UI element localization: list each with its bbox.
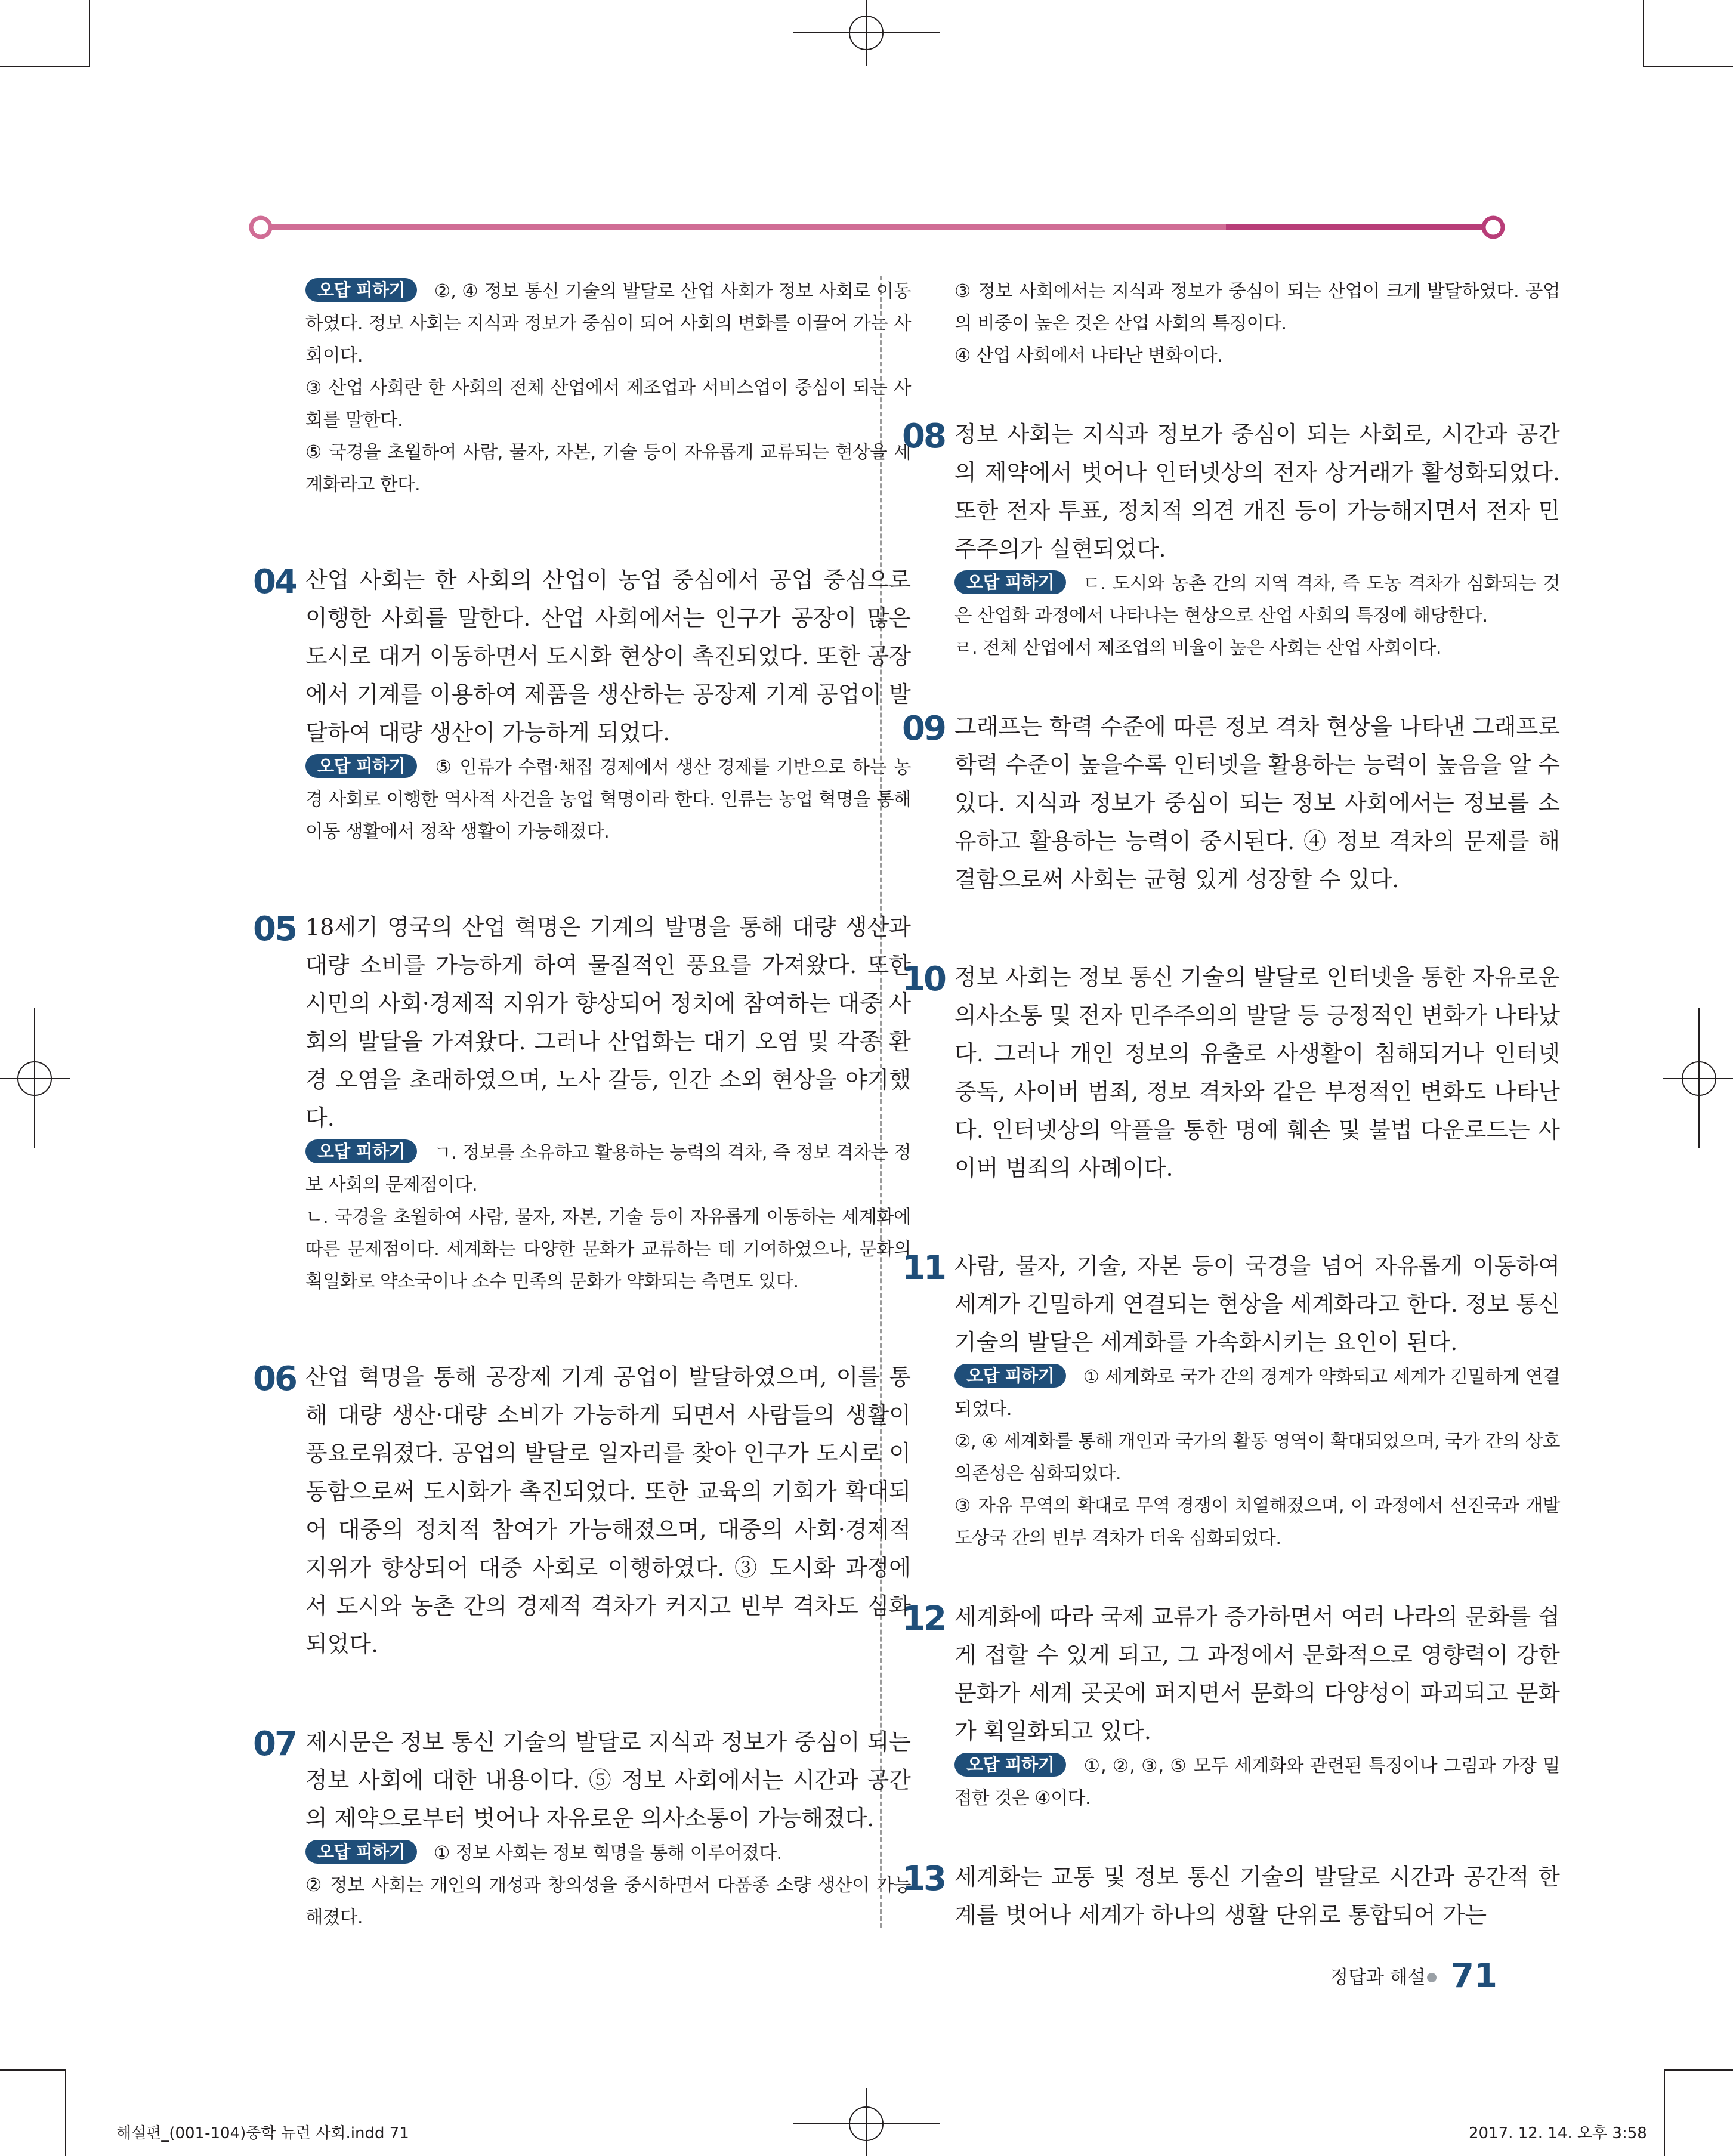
wrong-answer-badge: 오답 피하기 bbox=[954, 1364, 1066, 1388]
note-paragraph: ㄹ. 전체 산업에서 제조업의 비율이 높은 사회는 산업 사회이다. bbox=[954, 638, 1442, 659]
header-decorative-bar bbox=[248, 212, 1506, 242]
question-number: 09 bbox=[902, 709, 945, 748]
note-paragraph bbox=[954, 1750, 1560, 1815]
left-top-note bbox=[305, 276, 911, 501]
question-07 bbox=[253, 1723, 911, 1934]
right-column bbox=[902, 276, 1560, 1934]
left-column bbox=[253, 276, 911, 1934]
note-paragraph bbox=[305, 276, 911, 372]
note-paragraph: ② 정보 사회는 개인의 개성과 창의성을 중시하면서 다품종 소량 생산이 가능해졌다. bbox=[305, 1875, 911, 1928]
wrong-answer-badge: 오답 피하기 bbox=[305, 1139, 417, 1163]
note-paragraph: ④ 산업 사회에서 나타난 변화이다. bbox=[954, 345, 1223, 366]
question-number: 13 bbox=[902, 1860, 945, 1898]
note-paragraph: ③ 자유 무역의 확대로 무역 경쟁이 치열해졌으며, 이 과정에서 선진국과 개발 도상국 간의 빈부 격차가 더욱 심화되었다. bbox=[954, 1496, 1560, 1549]
question-explanation: 그래프는 학력 수준에 따른 정보 격차 현상을 나타낸 그래프로 학력 수준이 높을수록 인터넷을 활용하는 능력이 높음을 알 수 있다. 지식과 정보가 중심이 되는 정보 사회에서는 정보를 소유하고 활용하는 능력이 중시된다. ④ 정보 격차의 문제를 해결함으로써 사회는 균형 있게 성장할 수 있다. bbox=[954, 713, 1560, 892]
note-paragraph bbox=[954, 1361, 1560, 1426]
note-line: ㄱ. 정보를 소유하고 활용하는 능력의 격차, 즉 정보 격차는 정보 사회의 문제점이다. bbox=[305, 1142, 911, 1196]
question-04 bbox=[253, 561, 911, 848]
question-explanation: 정보 사회는 정보 통신 기술의 발달로 인터넷을 통한 자유로운 의사소통 및 전자 민주주의의 발달 등 긍정적인 변화가 나타났다. 그러나 개인 정보의 유출로 사생활이 침해되거나 인터넷 중독, 사이버 범죄, 정보 격차와 같은 부정적인 변화도 나타난다. 인터넷상의 악플을 통한 명예 훼손 및 불법 다운로드는 사이버 범죄의 사례이다. bbox=[954, 964, 1560, 1181]
note-line: ㄷ. 도시와 농촌 간의 지역 격차, 즉 도농 격차가 심화되는 것은 산업화 과정에서 나타나는 현상으로 산업 사회의 특징에 해당한다. bbox=[954, 573, 1560, 626]
question-explanation: 정보 사회는 지식과 정보가 중심이 되는 사회로, 시간과 공간의 제약에서 벗어나 인터넷상의 전자 상거래가 활성화되었다. 또한 전자 투표, 정치적 의견 개진 등이 가능해지면서 전자 민주주의가 실현되었다. bbox=[954, 421, 1560, 562]
wrong-answer-badge: 오답 피하기 bbox=[305, 754, 417, 778]
note-line: ②, ④ 정보 통신 기술의 발달로 산업 사회가 정보 사회로 이동하였다. 정보 사회는 지식과 정보가 중심이 되어 사회의 변화를 이끌어 가는 사회이다. bbox=[305, 281, 911, 366]
note-paragraph bbox=[305, 1837, 911, 1870]
note-paragraph: ③ 산업 사회란 한 사회의 전체 산업에서 제조업과 서비스업이 중심이 되는 사회를 말한다. bbox=[305, 378, 911, 431]
question-number: 12 bbox=[902, 1599, 945, 1638]
note-paragraph: ㄴ. 국경을 초월하여 사람, 물자, 자본, 기술 등이 자유롭게 이동하는 세계화에 따른 문제점이다. 세계화는 다양한 문화가 교류하는 데 기여하였으나, 문화의 획일화로 약소국이나 소수 민족의 문화가 약화되는 측면도 있다. bbox=[305, 1207, 911, 1292]
wrong-answer-badge: 오답 피하기 bbox=[954, 570, 1066, 594]
question-05 bbox=[253, 908, 911, 1298]
note-paragraph: ⑤ 국경을 초월하여 사람, 물자, 자본, 기술 등이 자유롭게 교류되는 현상을 세계화라고 한다. bbox=[305, 442, 911, 495]
wrong-answer-badge: 오답 피하기 bbox=[305, 278, 417, 302]
note-line: ① 세계화로 국가 간의 경계가 약화되고 세계가 긴밀하게 연결되었다. bbox=[954, 1367, 1560, 1420]
wrong-answer-badge: 오답 피하기 bbox=[305, 1840, 417, 1864]
question-13 bbox=[902, 1858, 1560, 1934]
question-number: 11 bbox=[902, 1249, 945, 1287]
question-11 bbox=[902, 1247, 1560, 1555]
note-line: ①, ②, ③, ⑤ 모두 세계화와 관련된 특징이나 그림과 가장 밀접한 것은 ④이다. bbox=[954, 1756, 1560, 1809]
question-number: 04 bbox=[253, 563, 296, 601]
question-number: 07 bbox=[253, 1725, 296, 1763]
question-explanation: 제시문은 정보 통신 기술의 발달로 지식과 정보가 중심이 되는 정보 사회에 대한 내용이다. ⑤ 정보 사회에서는 시간과 공간의 제약으로부터 벗어나 자유로운 의사소통이 가능해졌다. bbox=[305, 1729, 911, 1831]
question-06 bbox=[253, 1358, 911, 1663]
footer-section-label: 정답과 해설 bbox=[1330, 1967, 1426, 1988]
note-paragraph bbox=[305, 752, 911, 848]
question-09 bbox=[902, 708, 1560, 898]
question-explanation: 세계화는 교통 및 정보 통신 기술의 발달로 시간과 공간적 한계를 벗어나 세계가 하나의 생활 단위로 통합되어 가는 bbox=[954, 1864, 1560, 1928]
question-number: 10 bbox=[902, 960, 945, 999]
question-explanation: 18세기 영국의 산업 혁명은 기계의 발명을 통해 대량 생산과 대량 소비를 가능하게 하여 물질적인 풍요를 가져왔다. 또한 시민의 사회·경제적 지위가 향상되어 정치에 참여하는 대중 사회의 발달을 가져왔다. 그러나 산업화는 대기 오염 및 각종 환경 오염을 초래하였으며, 노사 갈등, 인간 소외 현상을 야기했다. bbox=[305, 914, 911, 1131]
right-top-note bbox=[954, 276, 1560, 372]
question-12 bbox=[902, 1598, 1560, 1815]
question-number: 06 bbox=[253, 1360, 296, 1398]
question-number: 05 bbox=[253, 910, 296, 949]
wrong-answer-badge: 오답 피하기 bbox=[954, 1753, 1066, 1777]
question-number: 08 bbox=[902, 417, 945, 456]
question-explanation: 산업 사회는 한 사회의 산업이 농업 중심에서 공업 중심으로 이행한 사회를 말한다. 산업 사회에서는 인구가 공장이 많은 도시로 대거 이동하면서 도시화 현상이 촉진되었다. 또한 공장에서 기계를 이용하여 제품을 생산하는 공장제 기계 공업이 발달하여 대량 생산이 가능하게 되었다. bbox=[305, 567, 911, 746]
question-explanation: 세계화에 따라 국제 교류가 증가하면서 여러 나라의 문화를 쉽게 접할 수 있게 되고, 그 과정에서 문화적으로 영향력이 강한 문화가 세계 곳곳에 퍼지면서 문화의 다양성이 파괴되고 문화가 획일화되고 있다. bbox=[954, 1604, 1560, 1744]
note-line: ⑤ 인류가 수렵·채집 경제에서 생산 경제를 기반으로 하는 농경 사회로 이행한 역사적 사건을 농업 혁명이라 한다. 인류는 농업 혁명을 통해 이동 생활에서 정착 생활이 가능해졌다. bbox=[305, 757, 911, 842]
note-paragraph bbox=[954, 568, 1560, 632]
question-explanation: 산업 혁명을 통해 공장제 기계 공업이 발달하였으며, 이를 통해 대량 생산·대량 소비가 가능하게 되면서 사람들의 생활이 풍요로워졌다. 공업의 발달로 일자리를 찾아 인구가 도시로 이동함으로써 도시화가 촉진되었다. 또한 교육의 기회가 확대되어 대중의 정치적 참여가 가능해졌으며, 대중의 사회·경제적 지위가 향상되어 대중 사회로 이행하였다. ③ 도시화 과정에서 도시와 농촌 간의 경제적 격차가 커지고 빈부 격차도 심화되었다. bbox=[305, 1364, 911, 1657]
question-explanation: 사람, 물자, 기술, 자본 등이 국경을 넘어 자유롭게 이동하여 세계가 긴밀하게 연결되는 현상을 세계화라고 한다. 정보 통신 기술의 발달은 세계화를 가속화시키는 요인이 된다. bbox=[954, 1253, 1560, 1355]
print-slug-timestamp: 2017. 12. 14. 오후 3:58 bbox=[1469, 2124, 1647, 2142]
footer-bullet-icon bbox=[1427, 1973, 1437, 1982]
page-number: 71 bbox=[1451, 1957, 1497, 1996]
question-10 bbox=[902, 958, 1560, 1187]
note-paragraph: ③ 정보 사회에서는 지식과 정보가 중심이 되는 산업이 크게 발달하였다. 공업의 비중이 높은 것은 산업 사회의 특징이다. bbox=[954, 281, 1560, 334]
note-paragraph: ②, ④ 세계화를 통해 개인과 국가의 활동 영역이 확대되었으며, 국가 간의 상호 의존성은 심화되었다. bbox=[954, 1431, 1560, 1484]
note-line: ① 정보 사회는 정보 혁명을 통해 이루어졌다. bbox=[434, 1843, 782, 1864]
question-08 bbox=[902, 415, 1560, 665]
note-paragraph bbox=[305, 1137, 911, 1201]
print-slug-filename: 해설편_(001-104)중학 뉴런 사회.indd 71 bbox=[116, 2124, 409, 2142]
